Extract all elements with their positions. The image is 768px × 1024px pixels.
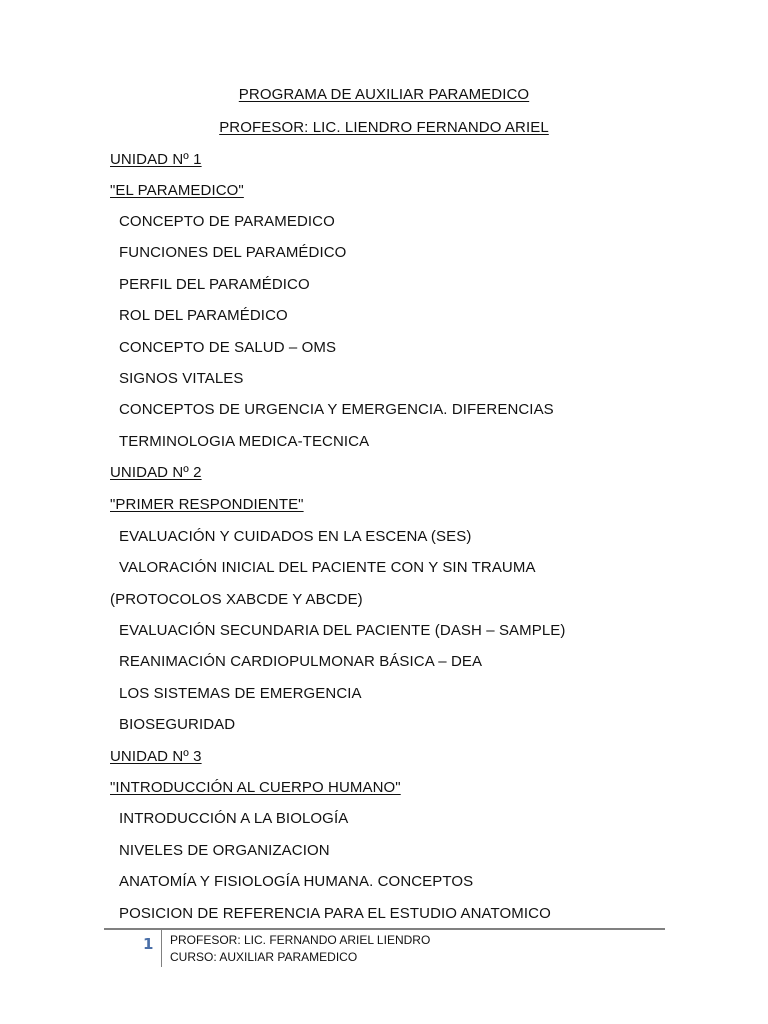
unit-3-topic: ANATOMÍA Y FISIOLOGÍA HUMANA. CONCEPTOS bbox=[119, 873, 474, 890]
unit-1-topic: CONCEPTO DE PARAMEDICO bbox=[119, 213, 335, 230]
unit-3-topic: NIVELES DE ORGANIZACION bbox=[119, 842, 330, 859]
unit-1-heading: UNIDAD Nº 1 bbox=[110, 151, 202, 168]
unit-2-topic: REANIMACIÓN CARDIOPULMONAR BÁSICA – DEA bbox=[119, 653, 483, 670]
unit-3-name: "INTRODUCCIÓN AL CUERPO HUMANO" bbox=[110, 779, 401, 796]
unit-1-topic: CONCEPTO DE SALUD – OMS bbox=[119, 339, 337, 356]
document-title: PROGRAMA DE AUXILIAR PARAMEDICO bbox=[238, 86, 530, 103]
professor-line: PROFESOR: LIC. LIENDRO FERNANDO ARIEL bbox=[219, 119, 549, 136]
unit-3-topic: INTRODUCCIÓN A LA BIOLOGÍA bbox=[119, 810, 349, 827]
unit-1-topic: FUNCIONES DEL PARAMÉDICO bbox=[119, 244, 347, 261]
unit-1-topic: SIGNOS VITALES bbox=[119, 370, 244, 387]
footer-professor: PROFESOR: LIC. FERNANDO ARIEL LIENDRO bbox=[170, 933, 431, 947]
footer-vertical-divider bbox=[161, 929, 162, 967]
unit-2-name: "PRIMER RESPONDIENTE" bbox=[110, 496, 304, 513]
unit-3-topic: POSICION DE REFERENCIA PARA EL ESTUDIO ANATOMICO bbox=[119, 905, 551, 922]
unit-1-topic: PERFIL DEL PARAMÉDICO bbox=[119, 276, 310, 293]
unit-2-heading: UNIDAD Nº 2 bbox=[110, 464, 202, 481]
footer-course: CURSO: AUXILIAR PARAMEDICO bbox=[170, 950, 358, 964]
unit-1-topic: TERMINOLOGIA MEDICA-TECNICA bbox=[119, 433, 370, 450]
unit-2-topic: BIOSEGURIDAD bbox=[119, 716, 236, 733]
unit-2-topic: EVALUACIÓN SECUNDARIA DEL PACIENTE (DASH – SAMPLE) bbox=[119, 622, 566, 639]
unit-3-heading: UNIDAD Nº 3 bbox=[110, 748, 202, 765]
unit-1-topic: ROL DEL PARAMÉDICO bbox=[119, 307, 288, 324]
unit-1-name: "EL PARAMEDICO" bbox=[110, 182, 244, 199]
unit-1-topic: CONCEPTOS DE URGENCIA Y EMERGENCIA. DIFERENCIAS bbox=[119, 401, 554, 418]
unit-2-topic: VALORACIÓN INICIAL DEL PACIENTE CON Y SIN TRAUMA bbox=[119, 559, 536, 576]
unit-2-topic: (PROTOCOLOS XABCDE Y ABCDE) bbox=[110, 591, 363, 608]
unit-2-topic: EVALUACIÓN Y CUIDADOS EN LA ESCENA (SES) bbox=[119, 528, 472, 545]
unit-2-topic: LOS SISTEMAS DE EMERGENCIA bbox=[119, 685, 362, 702]
page-number: 1 bbox=[143, 935, 154, 953]
footer-divider bbox=[104, 928, 665, 930]
